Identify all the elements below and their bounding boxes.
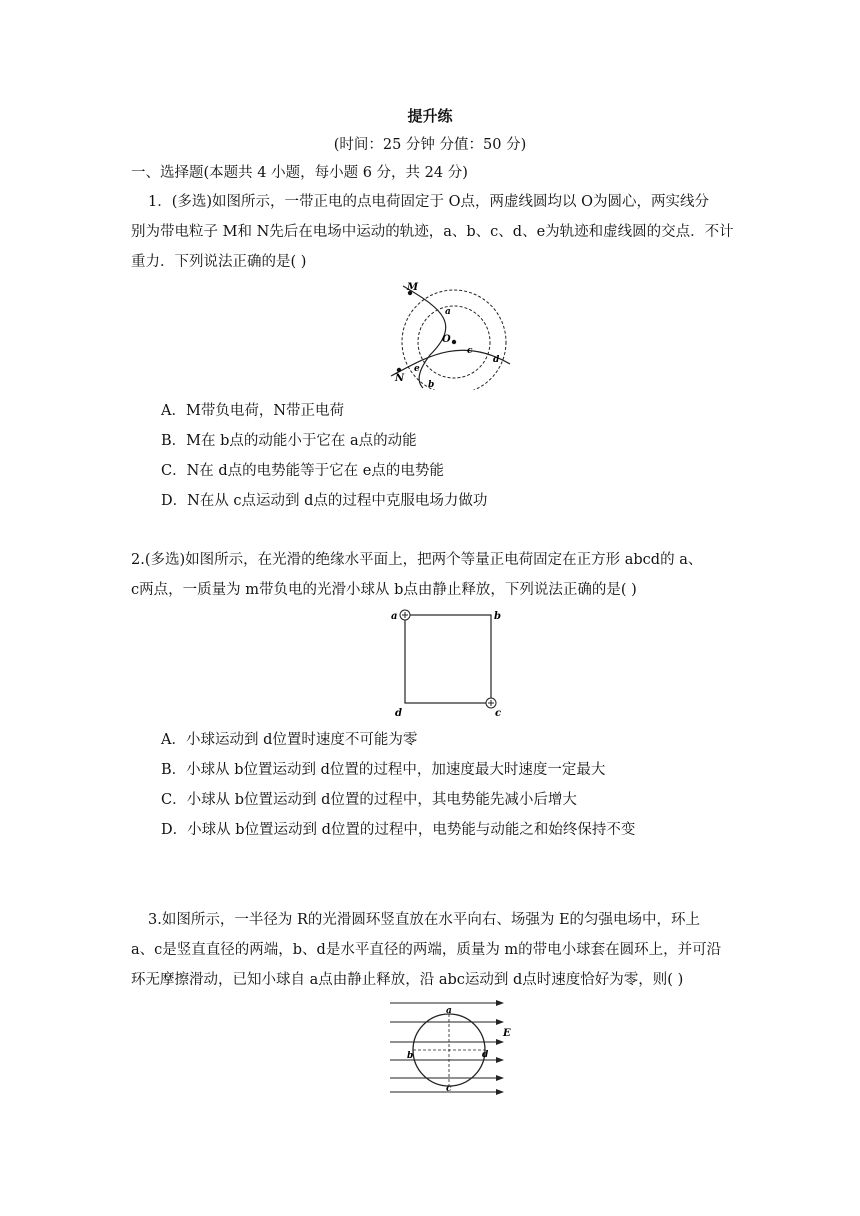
q1-option-b: B．M在 b点的动能小于它在 a点的动能 [161,433,417,449]
square-abcd [405,615,491,703]
q2-option-d: D．小球从 b位置运动到 d位置的过程中，电势能与动能之和始终保持不变 [161,822,636,838]
label-d: d [493,355,500,365]
particle-N [397,368,401,372]
label-d: d [395,708,402,719]
q2-stem-line2: c两点，一质量为 m带负电的光滑小球从 b点由静止释放，下列说法正确的是( ) [131,582,637,598]
q1-option-d: D．N在从 c点运动到 d点的过程中克服电场力做功 [161,493,488,509]
positive-charge-c [486,698,496,708]
label-a: a [445,307,451,317]
q1-option-c: C．N在 d点的电势能等于它在 e点的电势能 [161,463,444,479]
q3-stem-line3: 环无摩擦滑动，已知小球自 a点由静止释放，沿 abc运动到 d点时速度恰好为零，则( ) [131,972,684,988]
q2-option-b: B．小球从 b位置运动到 d位置的过程中，加速度最大时速度一定最大 [161,762,606,778]
q1-stem-line3: 重力．下列说法正确的是( ) [131,254,307,270]
label-E: E [503,1028,511,1039]
q3-figure [385,998,515,1098]
label-N: N [395,373,405,384]
point-O [452,340,456,344]
label-a: a [446,1006,452,1016]
q3-stem-line1: 3.如图所示，一半径为 R的光滑圆环竖直放在水平向右、场强为 E的匀强电场中，环上 [148,912,701,928]
q1-figure [385,280,515,390]
q2-option-a: A．小球运动到 d位置时速度不可能为零 [161,732,418,748]
label-c: c [495,708,502,719]
page-subtitle: (时间：25 分钟 分值：50 分) [333,137,527,153]
q1-stem-line2: 别为带电粒子 M和 N先后在电场中运动的轨迹，a、b、c、d、e为轨迹和虚线圆的交点．不计 [131,224,734,240]
label-b: b [407,1051,414,1061]
q2-stem-line1: 2.(多选)如图所示，在光滑的绝缘水平面上，把两个等量正电荷固定在正方形 abcd的 a、 [131,552,703,568]
page-title: 提升练 [407,107,453,125]
label-b: b [494,611,501,622]
label-d: d [482,1050,489,1060]
q1-option-a: A．M带负电荷，N带正电荷 [161,403,345,419]
label-c: c [446,1084,452,1094]
section-heading: 一、选择题(本题共 4 小题，每小题 6 分，共 24 分) [131,165,468,181]
label-c: c [467,346,473,356]
q2-option-c: C．小球从 b位置运动到 d位置的过程中，其电势能先减小后增大 [161,792,577,808]
label-b: b [428,380,435,390]
field-lines-E [390,1003,503,1092]
label-e: e [414,364,420,374]
positive-charge-a [400,610,410,620]
q2-figure [385,605,505,720]
q3-stem-line2: a、c是竖直直径的两端，b、d是水平直径的两端，质量为 m的带电小球套在圆环上，并可沿 [131,942,722,958]
label-M: M [407,282,419,293]
label-O: O [442,334,451,345]
label-a: a [391,611,398,622]
q1-stem-line1: 1．(多选)如图所示，一带正电的点电荷固定于 O点，两虚线圆均以 O为圆心，两实线分 [148,194,710,210]
trajectory-M [403,286,446,388]
